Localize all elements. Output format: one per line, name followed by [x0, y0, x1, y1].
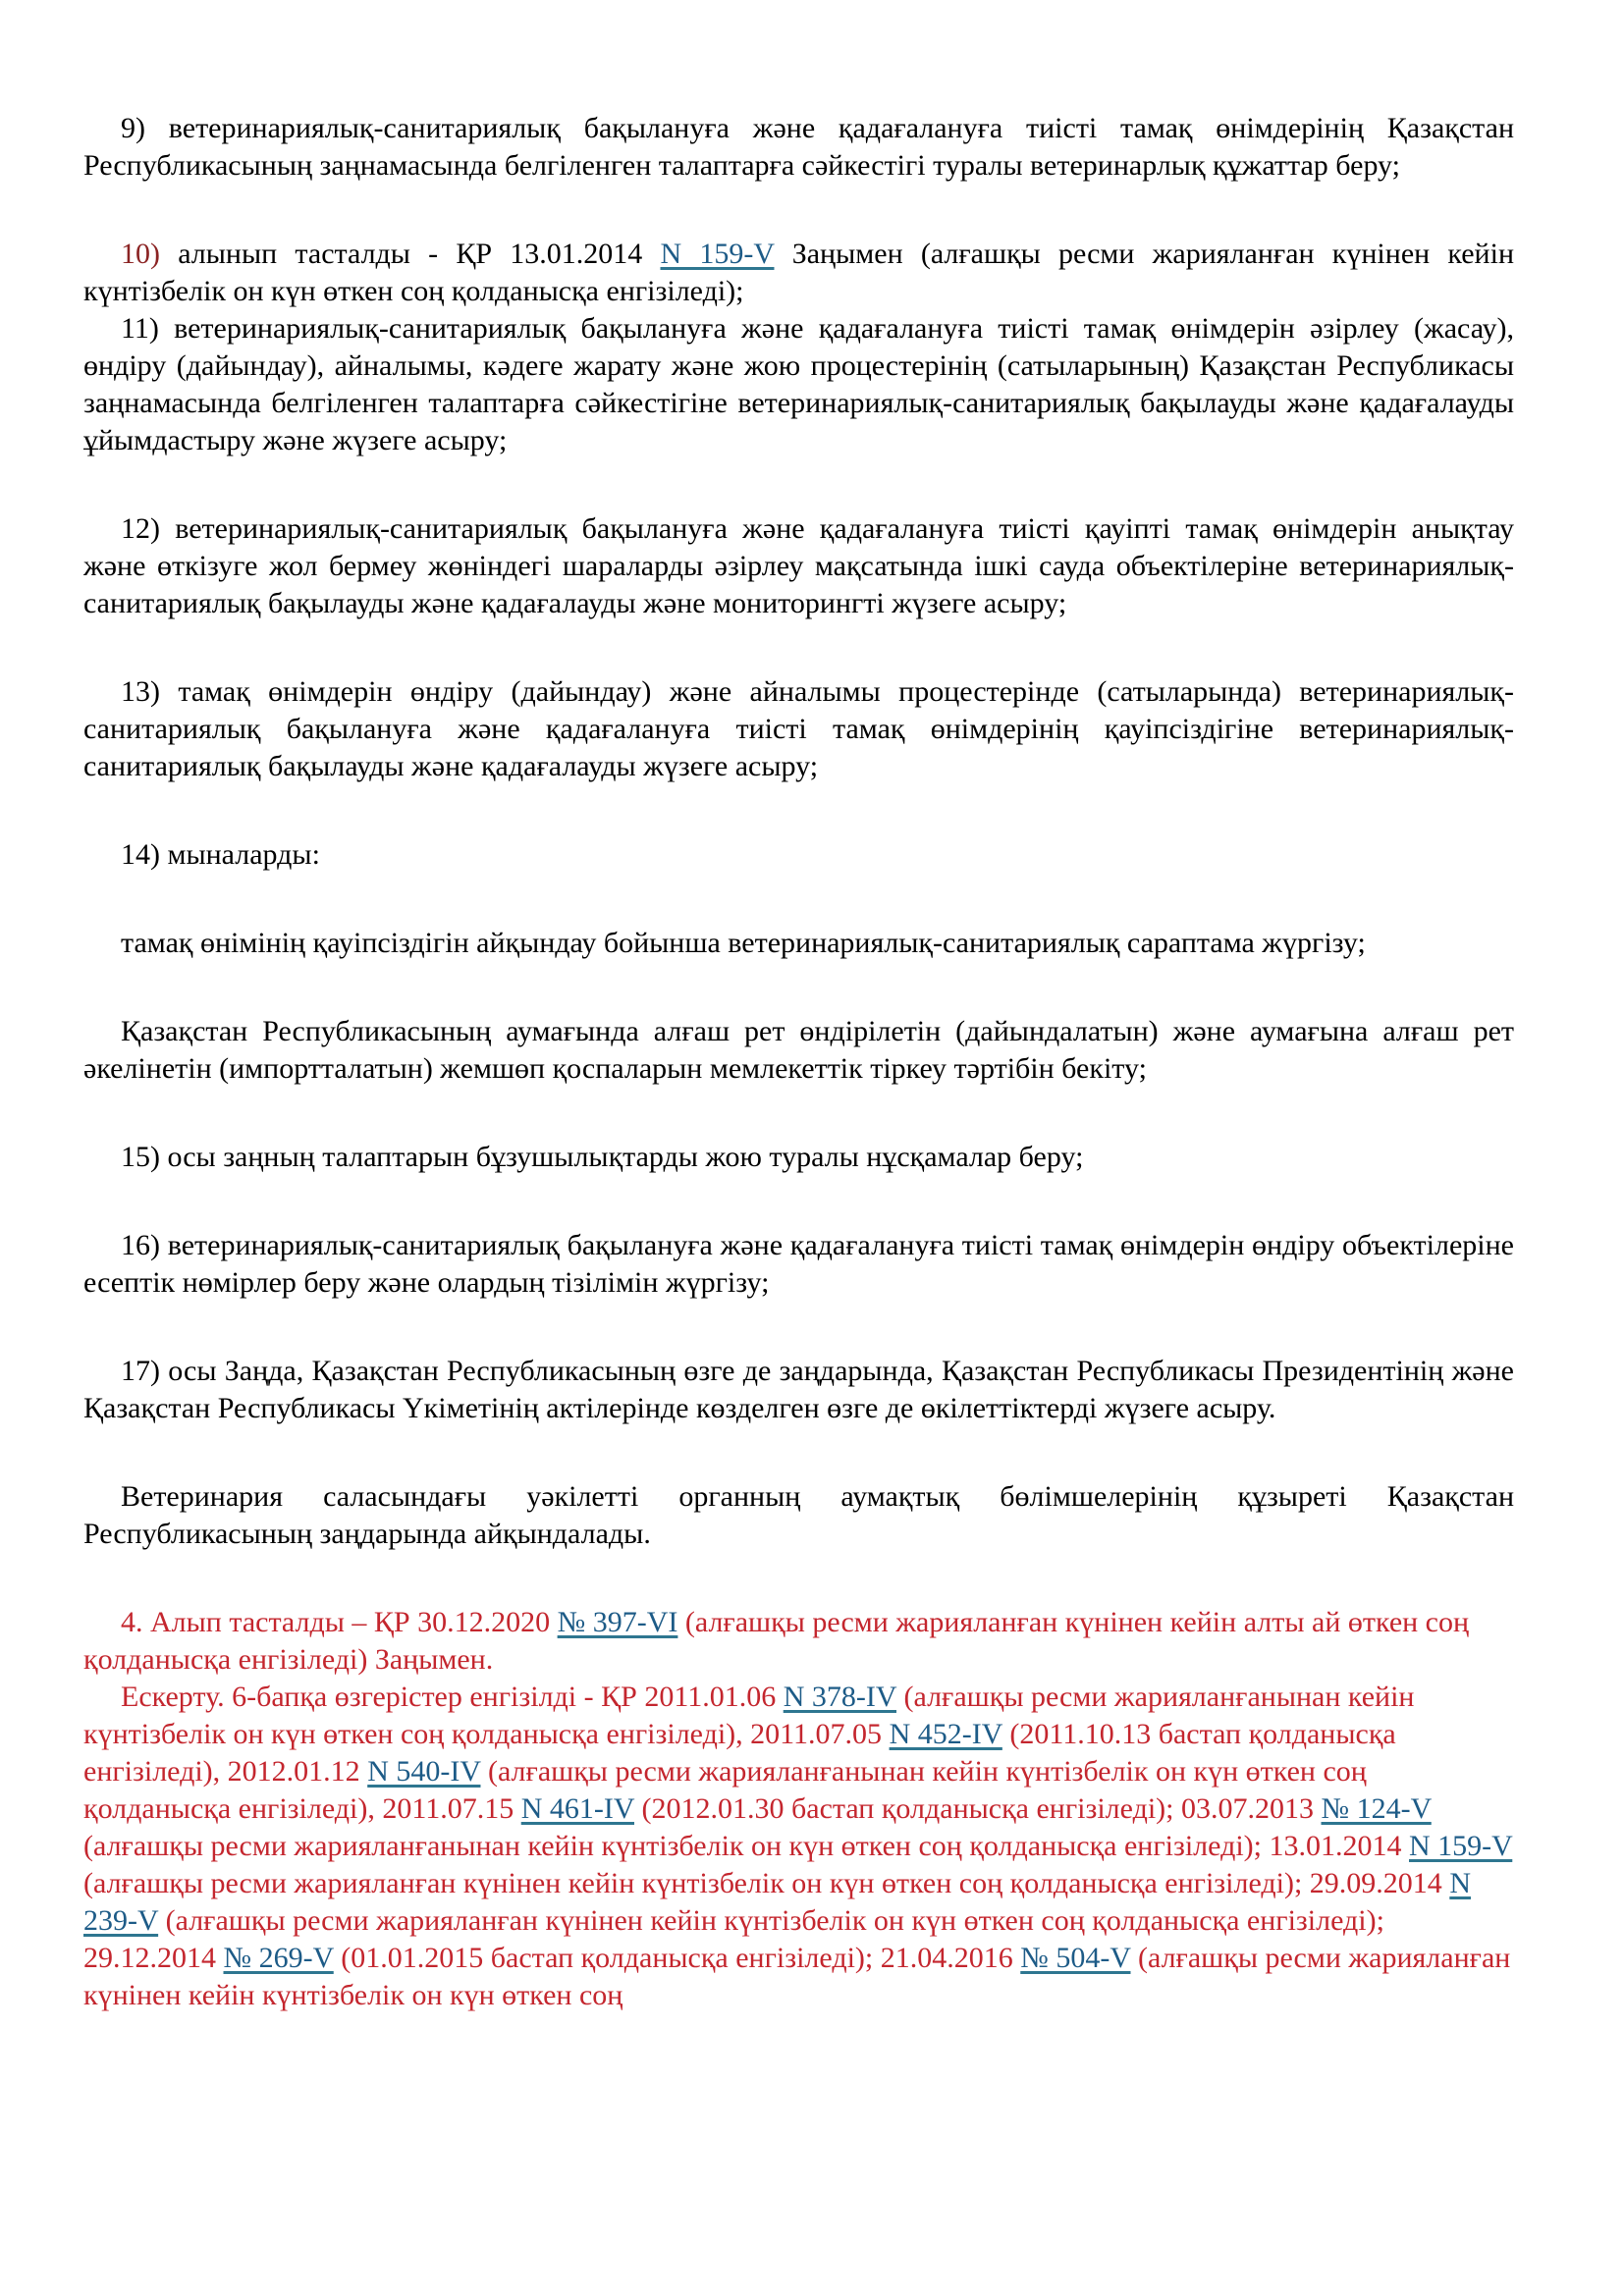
document-body	[83, 110, 1514, 2014]
text-run: 12) ветеринариялық-санитариялық бақылануға және қадағалануға тиісті қауіпті тамақ өнімдерін анықтау және өткізуге жол бермеу жөніндегі шараларды әзірлеу мақсатында ішкі сауда объектілеріне ветеринариялық-санитариялық бақылауды және қадағалауды және мониторингті жүзеге асыру;	[83, 512, 1514, 619]
law-link-n-159-v-2[interactable]: N 159-V	[1409, 1830, 1513, 1862]
paragraph-amendment-note	[83, 1679, 1514, 2014]
text-run: тамақ өнімінің қауіпсіздігін айқындау бойынша ветеринариялық-санитариялық сараптама жүргізу;	[121, 927, 1366, 959]
law-link-n-452-iv[interactable]: N 452-IV	[889, 1718, 1002, 1750]
text-run: 14) мыналарды:	[121, 838, 320, 871]
text-run: Заңымен (алғашқы ресми жарияланған күнінен кейін күнтізбелік он күн өткен соң қолданысқа енгізіледі);	[83, 238, 1514, 307]
text-run: (алғашқы ресми жарияланған күнінен кейін күнтізбелік он күн өткен соң қолданысқа енгізіледі); 29.09.2014	[83, 1867, 1450, 1899]
law-link-no-397-vi[interactable]: № 397-VI	[557, 1606, 678, 1638]
text-run: 16) ветеринариялық-санитариялық бақылануға және қадағалануға тиісті тамақ өнімдерін өндіру объектілеріне есептік нөмірлер беру және олардың тізілімін жүргізу;	[83, 1229, 1514, 1299]
text-run: Ескерту. 6-бапқа өзгерістер енгізілді - ҚР 2011.01.06	[121, 1681, 784, 1713]
text-run: Қазақстан Республикасының аумағында алғаш рет өндірілетін (дайындалатын) және аумағына алғаш рет әкелінетін (импортталатын) жемшөп қоспаларын мемлекеттік тіркеу тәртібін бекіту;	[83, 1015, 1514, 1085]
law-link-no-124-v[interactable]: № 124-V	[1321, 1792, 1432, 1825]
law-link-no-504-v[interactable]: № 504-V	[1020, 1942, 1131, 1974]
law-link-n-239-v[interactable]: N 239-V	[83, 1867, 1471, 1937]
text-run: 4. Алып тасталды – ҚР 30.12.2020	[121, 1606, 558, 1638]
text-run: Ветеринария саласындағы уәкілетті органның аумақтық бөлімшелерінің құзыреті Қазақстан Республикасының заңдарында айқындалады.	[83, 1480, 1514, 1550]
paragraph-item-15	[83, 1139, 1514, 1176]
paragraph-territorial-competence	[83, 1478, 1514, 1553]
paragraph-item-10	[83, 236, 1514, 310]
text-run: (алғашқы ресми жарияланғанынан кейін күнтізбелік он күн өткен соң қолданысқа енгізіледі), 2011.07.05	[83, 1681, 1415, 1750]
text-run: (алғашқы ресми жарияланғанынан кейін күнтізбелік он күн өткен соң қолданысқа енгізіледі); 13.01.2014	[83, 1830, 1409, 1862]
paragraph-item-14-sub-1	[83, 925, 1514, 962]
paragraph-item-12	[83, 510, 1514, 622]
text-run: 17) осы Заңда, Қазақстан Республикасының өзге де заңдарында, Қазақстан Республикасы Президентінің және Қазақстан Республикасы Үкіметінің актілерінде көзделген өзге де өкілеттіктерді жүзеге асыру.	[83, 1355, 1514, 1424]
removed-item-marker: 10)	[121, 238, 160, 270]
text-run: 13) тамақ өнімдерін өндіру (дайындау) және айналымы процестерінде (сатыларында) ветеринариялық-санитариялық бақылануға және қадағалануға тиісті тамақ өнімдерінің қауіпсіздігіне ветеринариялық-санитариялық бақылауды және қадағалауды жүзеге асыру;	[83, 675, 1514, 782]
law-link-n-378-iv[interactable]: N 378-IV	[783, 1681, 896, 1713]
text-run: (2012.01.30 бастап қолданысқа енгізіледі); 03.07.2013	[634, 1792, 1322, 1825]
paragraph-item-17	[83, 1353, 1514, 1427]
paragraph-item-13	[83, 673, 1514, 785]
law-link-no-269-v[interactable]: № 269-V	[223, 1942, 334, 1974]
text-run: (алғашқы ресми жарияланғанынан кейін күнтізбелік он күн өткен соң қолданысқа енгізіледі), 2011.07.15	[83, 1755, 1367, 1825]
paragraph-amendment-4	[83, 1604, 1514, 1679]
law-link-n-159-v[interactable]: N 159-V	[660, 238, 775, 270]
text-run: (2011.10.13 бастап қолданысқа енгізіледі), 2012.01.12	[83, 1718, 1396, 1788]
law-link-n-461-iv[interactable]: N 461-IV	[520, 1792, 634, 1825]
text-run: 9) ветеринариялық-санитариялық бақылануға және қадағалануға тиісті тамақ өнімдерінің Қазақстан Республикасының заңнамасында белгіленген талаптарға сәйкестігі туралы ветеринарлық құжаттар беру;	[83, 112, 1514, 182]
paragraph-item-14	[83, 836, 1514, 874]
law-link-n-540-iv[interactable]: N 540-IV	[367, 1755, 481, 1788]
text-run: 15) осы заңның талаптарын бұзушылықтарды жою туралы нұсқамалар беру;	[121, 1141, 1084, 1173]
text-run: (01.01.2015 бастап қолданысқа енгізіледі); 21.04.2016	[333, 1942, 1021, 1974]
paragraph-item-9	[83, 110, 1514, 185]
paragraph-item-14-sub-2	[83, 1013, 1514, 1088]
text-run: (алғашқы ресми жарияланған күнінен кейін алты ай өткен соң қолданысқа енгізіледі) Заңымен.	[83, 1606, 1470, 1676]
paragraph-item-16	[83, 1227, 1514, 1302]
text-run: алынып тасталды - ҚР 13.01.2014	[160, 238, 661, 270]
text-run: 11) ветеринариялық-санитариялық бақылануға және қадағалануға тиісті тамақ өнімдерін әзірлеу (жасау), өндіру (дайындау), айналымы, кәдеге жарату және жою процестерінің (сатыларының) Қазақстан Республикасы заңнамасында белгіленген талаптарға сәйкестігіне ветеринариялық-санитариялық бақылауды және қадағалауды ұйымдастыру және жүзеге асыру;	[83, 312, 1514, 456]
text-run: (алғашқы ресми жарияланған күнінен кейін күнтізбелік он күн өткен соң қолданысқа енгізіледі); 29.12.2014	[83, 1904, 1384, 1974]
paragraph-item-11	[83, 310, 1514, 459]
text-run: (алғашқы ресми жарияланған күнінен кейін күнтізбелік он күн өткен соң	[83, 1942, 1511, 2011]
